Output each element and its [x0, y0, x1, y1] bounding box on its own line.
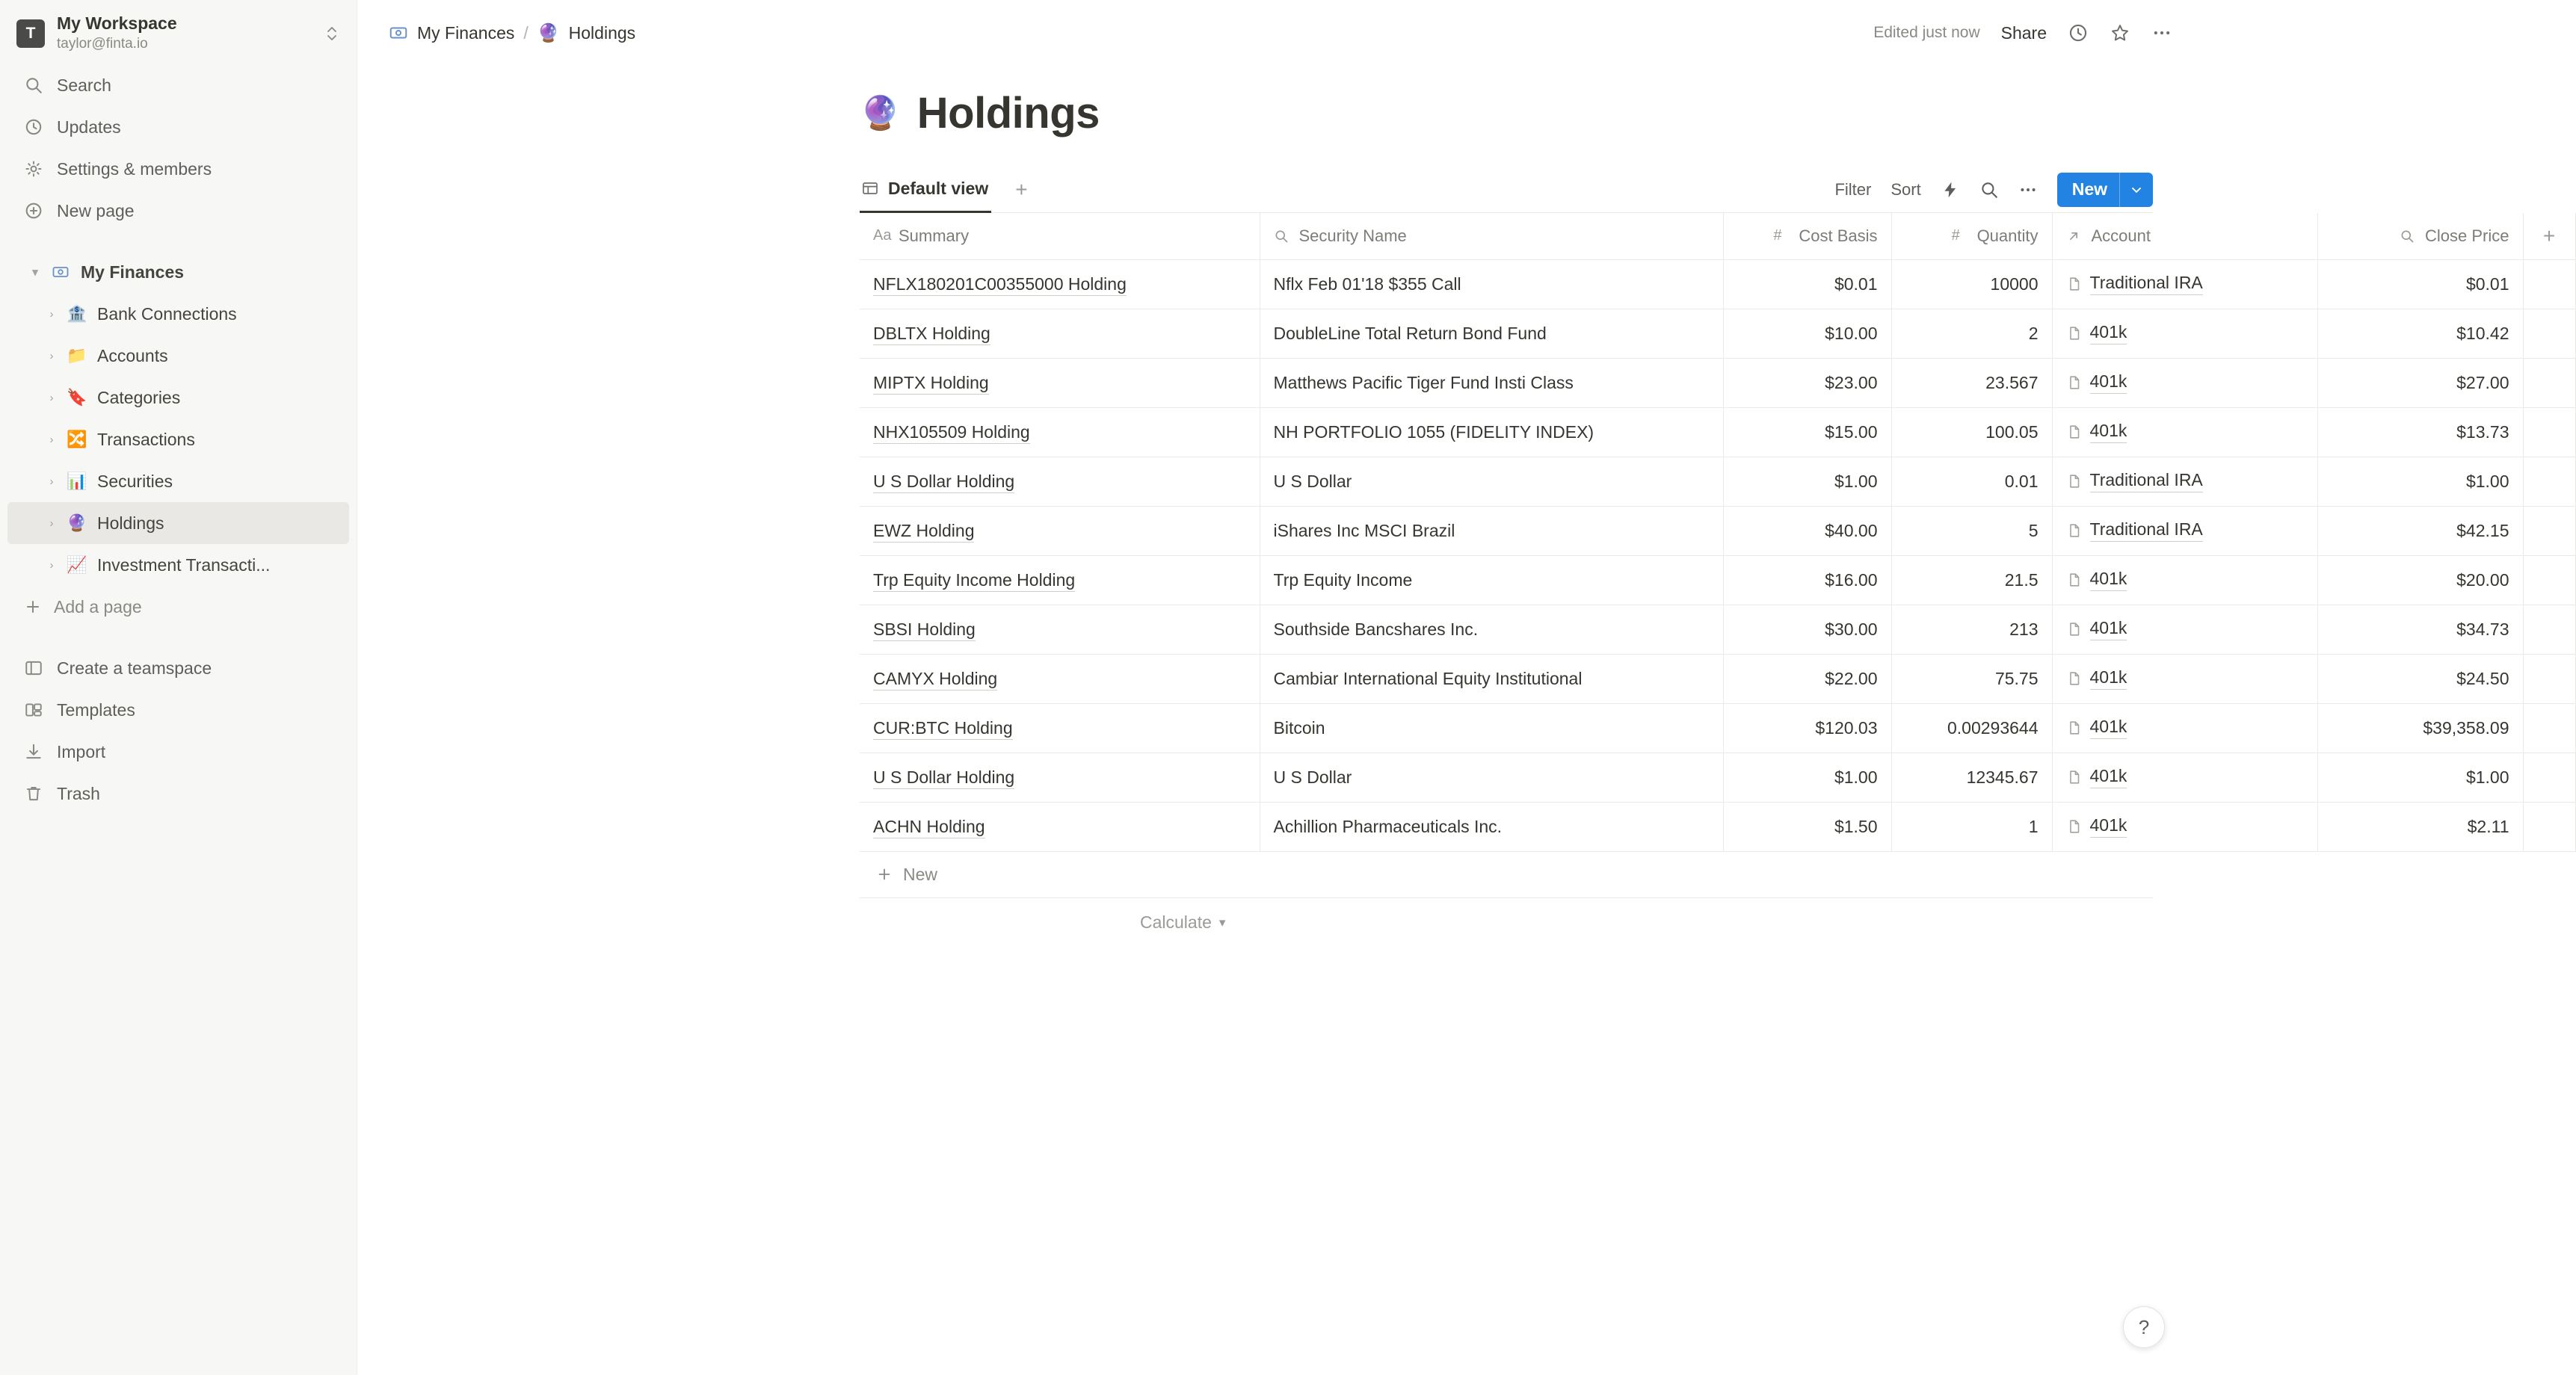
relation-chip[interactable]: [2066, 569, 2127, 591]
cell-cost-basis[interactable]: $10.00: [1723, 309, 1891, 358]
row-title-link[interactable]: EWZ Holding: [873, 521, 974, 543]
cell-account[interactable]: [2052, 753, 2317, 802]
cell-security-name[interactable]: Bitcoin: [1260, 703, 1723, 753]
column-label: Account: [2091, 226, 2151, 245]
view-bar: [860, 167, 2153, 213]
cell-account[interactable]: [2052, 358, 2317, 407]
relation-label: 401k: [2090, 322, 2127, 344]
page-icon: [2066, 325, 2083, 342]
sidebar-item-search[interactable]: [7, 64, 349, 106]
page-header: [860, 88, 2198, 138]
number-icon: #: [1773, 227, 1782, 244]
new-row-label: New: [903, 864, 938, 884]
cell-close-price[interactable]: $1.00: [2317, 457, 2523, 506]
page-icon: [2066, 374, 2083, 391]
table-row[interactable]: [860, 457, 2575, 506]
cell-summary[interactable]: [860, 259, 1260, 309]
sidebar-item-new-page[interactable]: [7, 190, 349, 232]
relation-chip[interactable]: [2066, 273, 2203, 295]
sidebar-item-create-teamspace[interactable]: [7, 647, 349, 689]
cell-spacer: [2523, 555, 2575, 605]
cell-summary[interactable]: [860, 654, 1260, 703]
page-body: [357, 66, 2556, 948]
cell-summary[interactable]: [860, 309, 1260, 358]
cell-summary[interactable]: [860, 457, 1260, 506]
add-column-button[interactable]: [2523, 213, 2575, 259]
table-row[interactable]: [860, 703, 2575, 753]
page-icon: [2066, 473, 2083, 489]
chevron-right-icon[interactable]: ›: [49, 433, 54, 446]
sidebar-item-categories[interactable]: [7, 377, 349, 418]
cell-spacer: [2523, 654, 2575, 703]
sidebar-item-label: Bank Connections: [97, 303, 237, 324]
plus-icon: +: [2542, 223, 2556, 247]
sidebar-bottom-nav: [0, 647, 357, 815]
tab-label: Default view: [888, 178, 989, 198]
table-row[interactable]: [860, 555, 2575, 605]
cell-spacer: [2523, 259, 2575, 309]
cell-cost-basis[interactable]: $0.01: [1723, 259, 1891, 309]
table-row[interactable]: [860, 309, 2575, 358]
page-icon: [2066, 572, 2083, 588]
chevron-down-icon[interactable]: ▾: [32, 266, 38, 279]
cell-close-price[interactable]: $20.00: [2317, 555, 2523, 605]
breadcrumb-holdings[interactable]: [537, 22, 635, 44]
table-row[interactable]: [860, 407, 2575, 457]
holdings-icon: 🔮: [537, 22, 560, 43]
row-title-link[interactable]: ACHN Holding: [873, 817, 985, 838]
row-title-link[interactable]: Trp Equity Income Holding: [873, 570, 1075, 592]
cell-security-name[interactable]: Matthews Pacific Tiger Fund Insti Class: [1260, 358, 1723, 407]
sidebar-nav: [0, 64, 357, 232]
cell-close-price[interactable]: $0.01: [2317, 259, 2523, 309]
column-header-security-name[interactable]: [1260, 213, 1723, 259]
breadcrumb-separator: /: [523, 22, 529, 43]
cell-account[interactable]: [2052, 457, 2317, 506]
search-icon: [1274, 229, 1296, 244]
sidebar-item-label: Investment Transacti...: [97, 554, 271, 575]
cell-spacer: [2523, 309, 2575, 358]
sidebar-item-holdings[interactable]: [7, 502, 349, 544]
column-header-close-price[interactable]: [2317, 213, 2523, 259]
cell-spacer: [2523, 753, 2575, 802]
chevron-right-icon[interactable]: ›: [49, 558, 54, 572]
cell-security-name[interactable]: Nflx Feb 01'18 $355 Call: [1260, 259, 1723, 309]
relation-label: 401k: [2090, 569, 2127, 591]
cell-cost-basis[interactable]: $1.00: [1723, 753, 1891, 802]
page-icon: [2066, 522, 2083, 539]
breadcrumb-my-finances[interactable]: [389, 23, 514, 43]
chevron-down-icon[interactable]: [2120, 182, 2153, 197]
page-icon: [2066, 424, 2083, 440]
cell-close-price[interactable]: $27.00: [2317, 358, 2523, 407]
cell-close-price[interactable]: $10.42: [2317, 309, 2523, 358]
workspace-name: My Workspace: [57, 13, 177, 34]
chevron-right-icon[interactable]: ›: [49, 307, 54, 321]
number-icon: #: [1951, 227, 1960, 244]
search-icon: [2400, 229, 2422, 244]
sidebar-item-import[interactable]: [7, 731, 349, 773]
sidebar-item-label: Holdings: [97, 513, 164, 533]
table-header-row: [860, 213, 2575, 259]
sidebar-item-label: Categories: [97, 387, 181, 407]
page-icon: [2066, 818, 2083, 835]
sidebar-item-label: Securities: [97, 471, 173, 491]
edited-status: Edited just now: [1873, 24, 1980, 41]
cell-cost-basis[interactable]: $120.03: [1723, 703, 1891, 753]
relation-icon: [2066, 229, 2089, 244]
page-icon: [2066, 720, 2083, 736]
table-row[interactable]: [860, 753, 2575, 802]
sidebar-item-investment-transactions[interactable]: [7, 544, 349, 586]
cell-quantity[interactable]: 5: [1891, 506, 2052, 555]
cell-account[interactable]: [2052, 407, 2317, 457]
breadcrumb-label: My Finances: [417, 22, 515, 43]
relation-chip[interactable]: [2066, 519, 2203, 542]
view-bar-actions: [1834, 173, 2153, 207]
page-icon[interactable]: 🔮: [860, 94, 901, 132]
cell-cost-basis[interactable]: $16.00: [1723, 555, 1891, 605]
relation-label: Traditional IRA: [2090, 470, 2203, 492]
cell-spacer: [2523, 802, 2575, 851]
relation-label: Traditional IRA: [2090, 519, 2203, 542]
cell-account[interactable]: [2052, 605, 2317, 654]
cell-cost-basis[interactable]: $23.00: [1723, 358, 1891, 407]
cell-security-name[interactable]: DoubleLine Total Return Bond Fund: [1260, 309, 1723, 358]
sidebar-item-label: Search: [57, 75, 111, 95]
relation-label: 401k: [2090, 371, 2127, 394]
cell-quantity[interactable]: 23.567: [1891, 358, 2052, 407]
add-view-button[interactable]: +: [1015, 177, 1028, 201]
shuffle-icon: 🔀: [67, 430, 87, 448]
table-icon: [861, 179, 879, 197]
relation-label: 401k: [2090, 717, 2127, 739]
sidebar-item-label: Updates: [57, 117, 121, 137]
lightning-icon[interactable]: [1941, 180, 1960, 200]
add-a-page-button[interactable]: [7, 586, 349, 628]
relation-label: 401k: [2090, 421, 2127, 443]
cell-account[interactable]: [2052, 555, 2317, 605]
cell-quantity[interactable]: 75.75: [1891, 654, 2052, 703]
cell-summary[interactable]: [860, 802, 1260, 851]
relation-label: Traditional IRA: [2090, 273, 2203, 295]
cell-account[interactable]: [2052, 309, 2317, 358]
page-icon: [2066, 670, 2083, 687]
cell-summary[interactable]: [860, 753, 1260, 802]
trending-icon: 📈: [67, 555, 87, 574]
page-icon: [2066, 769, 2083, 785]
cell-quantity[interactable]: 0.01: [1891, 457, 2052, 506]
new-row-button[interactable]: [860, 852, 2153, 898]
cell-security-name[interactable]: iShares Inc MSCI Brazil: [1260, 506, 1723, 555]
cell-spacer: [2523, 605, 2575, 654]
sidebar-tree: [0, 251, 357, 628]
gear-icon: [24, 159, 54, 179]
breadcrumb-label: Holdings: [568, 22, 636, 43]
cell-security-name[interactable]: Trp Equity Income: [1260, 555, 1723, 605]
cell-close-price[interactable]: $34.73: [2317, 605, 2523, 654]
relation-chip[interactable]: [2066, 371, 2127, 394]
sidebar-item-settings[interactable]: [7, 148, 349, 190]
relation-chip[interactable]: [2066, 618, 2127, 640]
row-title-link[interactable]: U S Dollar Holding: [873, 472, 1014, 493]
relation-label: 401k: [2090, 618, 2127, 640]
column-label: Close Price: [2425, 226, 2509, 245]
chevron-right-icon[interactable]: ›: [49, 349, 54, 362]
database-block: [860, 167, 2556, 948]
cell-account[interactable]: [2052, 703, 2317, 753]
cell-summary[interactable]: [860, 407, 1260, 457]
bank-icon: 🏦: [67, 304, 87, 323]
column-header-account[interactable]: [2052, 213, 2317, 259]
cell-close-price[interactable]: $24.50: [2317, 654, 2523, 703]
chevron-right-icon[interactable]: ›: [49, 516, 54, 530]
cell-summary[interactable]: [860, 506, 1260, 555]
cell-close-price[interactable]: $2.11: [2317, 802, 2523, 851]
row-title-link[interactable]: U S Dollar Holding: [873, 767, 1014, 789]
row-title-link[interactable]: CAMYX Holding: [873, 669, 997, 690]
cell-cost-basis[interactable]: $30.00: [1723, 605, 1891, 654]
chevron-right-icon[interactable]: ›: [49, 391, 54, 404]
cell-cost-basis[interactable]: $1.00: [1723, 457, 1891, 506]
history-icon[interactable]: [2068, 22, 2089, 43]
page-title[interactable]: Holdings: [916, 89, 1100, 138]
cell-security-name[interactable]: Cambiar International Equity Institutional: [1260, 654, 1723, 703]
sort-button[interactable]: Sort: [1891, 179, 1921, 199]
relation-chip[interactable]: [2066, 815, 2127, 838]
sidebar-item-accounts[interactable]: [7, 335, 349, 377]
chart-icon: 📊: [67, 472, 87, 490]
column-label: Quantity: [1976, 226, 2039, 245]
sidebar-item-templates[interactable]: [7, 689, 349, 731]
sidebar-item-my-finances[interactable]: [7, 251, 349, 293]
column-label: Security Name: [1298, 226, 1407, 245]
cell-security-name[interactable]: NH PORTFOLIO 1055 (FIDELITY INDEX): [1260, 407, 1723, 457]
chevron-right-icon[interactable]: ›: [49, 475, 54, 488]
relation-chip[interactable]: [2066, 667, 2127, 690]
holdings-table: [860, 213, 2576, 852]
column-header-cost-basis[interactable]: [1723, 213, 1891, 259]
chevron-down-icon: ▾: [1218, 915, 1226, 930]
table-row[interactable]: [860, 259, 2575, 309]
sidebar: [0, 0, 357, 1375]
bookmark-icon: 🔖: [67, 388, 87, 407]
cell-cost-basis[interactable]: $40.00: [1723, 506, 1891, 555]
workspace-email: taylor@finta.io: [57, 36, 148, 52]
cell-summary[interactable]: [860, 555, 1260, 605]
plus-icon: [876, 866, 893, 883]
cell-quantity[interactable]: 1: [1891, 802, 2052, 851]
add-a-page-label: Add a page: [54, 596, 142, 617]
money-icon: [389, 23, 408, 43]
relation-chip[interactable]: [2066, 470, 2203, 492]
cell-close-price[interactable]: $42.15: [2317, 506, 2523, 555]
clock-icon: [24, 117, 54, 137]
topbar-actions: [1873, 22, 2172, 43]
more-icon[interactable]: [2018, 180, 2038, 200]
cell-account[interactable]: [2052, 802, 2317, 851]
row-title-link[interactable]: DBLTX Holding: [873, 324, 990, 345]
cell-cost-basis[interactable]: $22.00: [1723, 654, 1891, 703]
cell-spacer: [2523, 703, 2575, 753]
import-icon: [24, 742, 54, 761]
relation-chip[interactable]: [2066, 322, 2127, 344]
cell-spacer: [2523, 457, 2575, 506]
page-icon: [2066, 621, 2083, 637]
plus-circle-icon: [24, 201, 54, 220]
workspace-text: [57, 13, 321, 54]
cell-close-price[interactable]: $39,358.09: [2317, 703, 2523, 753]
sidebar-item-updates[interactable]: [7, 106, 349, 148]
new-button-label: New: [2071, 179, 2107, 199]
cell-security-name[interactable]: U S Dollar: [1260, 753, 1723, 802]
cell-close-price[interactable]: $13.73: [2317, 407, 2523, 457]
relation-chip[interactable]: [2066, 421, 2127, 443]
cell-quantity[interactable]: 0.00293644: [1891, 703, 2052, 753]
sidebar-item-label: Transactions: [97, 429, 195, 449]
cell-summary[interactable]: [860, 605, 1260, 654]
cell-quantity[interactable]: 12345.67: [1891, 753, 2052, 802]
cell-spacer: [2523, 358, 2575, 407]
table-row[interactable]: [860, 654, 2575, 703]
cell-quantity[interactable]: 2: [1891, 309, 2052, 358]
tab-default-view[interactable]: [860, 167, 991, 213]
sidebar-item-label: Settings & members: [57, 158, 212, 179]
new-button[interactable]: [2057, 173, 2153, 207]
row-title-link[interactable]: MIPTX Holding: [873, 373, 989, 395]
table-body: [860, 259, 2575, 851]
cell-spacer: [2523, 407, 2575, 457]
row-title-link[interactable]: SBSI Holding: [873, 619, 976, 641]
cell-account[interactable]: [2052, 506, 2317, 555]
star-icon[interactable]: [2110, 22, 2130, 43]
main-content: [357, 0, 2556, 1375]
templates-icon: [24, 700, 54, 720]
row-title-link[interactable]: CUR:BTC Holding: [873, 718, 1013, 740]
column-header-quantity[interactable]: [1891, 213, 2052, 259]
relation-chip[interactable]: [2066, 766, 2127, 788]
sidebar-item-securities[interactable]: [7, 460, 349, 502]
relation-label: 401k: [2090, 815, 2127, 838]
money-icon: [46, 263, 75, 281]
cell-quantity[interactable]: 213: [1891, 605, 2052, 654]
sidebar-item-label: My Finances: [81, 262, 185, 282]
cell-cost-basis[interactable]: $15.00: [1723, 407, 1891, 457]
sidebar-item-label: Import: [57, 741, 106, 761]
cell-summary[interactable]: [860, 358, 1260, 407]
cell-quantity[interactable]: 21.5: [1891, 555, 2052, 605]
calculate-button[interactable]: [860, 898, 2153, 948]
workspace-switcher[interactable]: [0, 10, 357, 57]
relation-label: 401k: [2090, 667, 2127, 690]
search-icon: [24, 75, 54, 95]
more-icon[interactable]: [2151, 22, 2172, 43]
holdings-icon: 🔮: [67, 513, 87, 532]
cell-security-name[interactable]: U S Dollar: [1260, 457, 1723, 506]
table-row[interactable]: [860, 358, 2575, 407]
cell-security-name[interactable]: Southside Bancshares Inc.: [1260, 605, 1723, 654]
sidebar-item-label: Accounts: [97, 345, 168, 365]
help-button[interactable]: ?: [2123, 1306, 2165, 1348]
sidebar-item-label: Templates: [57, 699, 135, 720]
sidebar-item-label: Create a teamspace: [57, 658, 212, 678]
workspace-avatar: T: [16, 19, 45, 48]
teamspace-icon: [24, 658, 54, 678]
cell-cost-basis[interactable]: $1.50: [1723, 802, 1891, 851]
cell-account[interactable]: [2052, 654, 2317, 703]
cell-quantity[interactable]: 100.05: [1891, 407, 2052, 457]
relation-chip[interactable]: [2066, 717, 2127, 739]
column-label: Summary: [899, 226, 970, 245]
cell-close-price[interactable]: $1.00: [2317, 753, 2523, 802]
trash-icon: [24, 784, 54, 803]
column-label: Cost Basis: [1799, 226, 1878, 245]
sidebar-item-trash[interactable]: [7, 773, 349, 815]
cell-summary[interactable]: [860, 703, 1260, 753]
cell-quantity[interactable]: 10000: [1891, 259, 2052, 309]
sidebar-item-transactions[interactable]: [7, 418, 349, 460]
sidebar-item-bank-connections[interactable]: [7, 293, 349, 335]
sidebar-item-label: New page: [57, 200, 135, 220]
share-button[interactable]: Share: [2000, 22, 2047, 43]
table-row[interactable]: [860, 802, 2575, 851]
cell-account[interactable]: [2052, 259, 2317, 309]
row-title-link[interactable]: NFLX180201C00355000 Holding: [873, 274, 1127, 296]
topbar: [357, 0, 2198, 66]
cell-security-name[interactable]: Achillion Pharmaceuticals Inc.: [1260, 802, 1723, 851]
plus-icon: [24, 598, 54, 616]
search-icon[interactable]: [1979, 180, 1999, 200]
cell-spacer: [2523, 506, 2575, 555]
sidebar-item-label: Trash: [57, 783, 100, 803]
table-row[interactable]: [860, 506, 2575, 555]
page-icon: [2066, 276, 2083, 292]
chevron-updown-icon[interactable]: [321, 24, 343, 43]
text-icon: Aa: [873, 227, 892, 244]
calculate-label: Calculate: [1140, 912, 1212, 932]
relation-label: 401k: [2090, 766, 2127, 788]
row-title-link[interactable]: NHX105509 Holding: [873, 422, 1030, 444]
column-header-summary[interactable]: [860, 213, 1260, 259]
filter-button[interactable]: Filter: [1834, 179, 1872, 199]
folder-icon: 📁: [67, 346, 87, 365]
table-row[interactable]: [860, 605, 2575, 654]
